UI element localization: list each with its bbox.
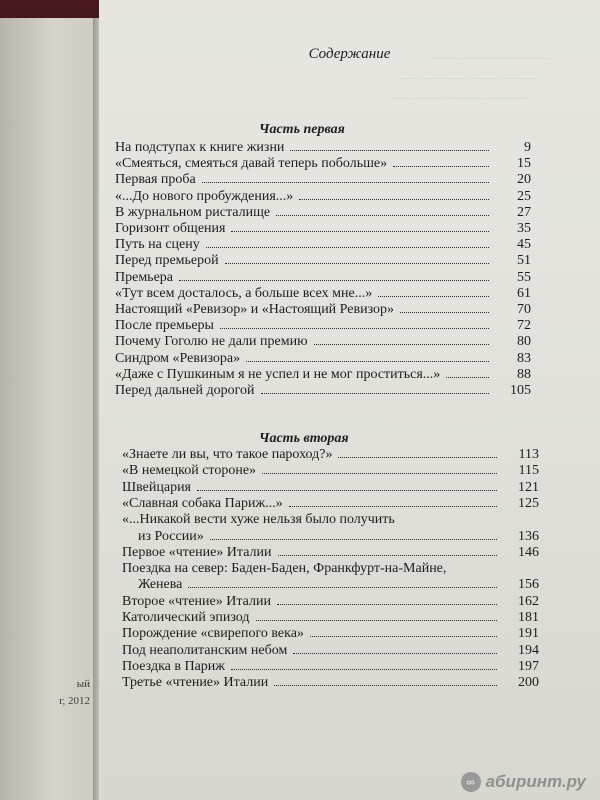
right-page: ———————— ——— ——— ——— ———— —— ———— ——— ——— —— Содержание Часть первая На подступах к книге жизни 9 «Смеяться, смеяться давай теперь побольше» 15 Первая проба 20 «...До нового пробуждения...» 25 В журнальном ристалище 27 Горизонт общения 35 Путь на сцену 45 Перед премьерой 51 Премьера 55 «Тут всем досталось, а больше всех мне...» 61 Настоящий «Ревизор» и «Настоящий Ревизор» 70 После премьеры 72 Почему Гоголю не дали премию 80 Синдром «Ревизора» 83 «Даже с Пушкиным я не успел и не мог проститься...» 88 Перед дальней дорогой 105 Часть вторая «Знаете ли вы, что такое пароход?» 113 «В немецкой стороне» 115 Швейцария 121 «Славная собака Париж...» 125 «...Никакой вести хуже нельзя было получить из России» 136 Первое «чтение» Италии 146 Поездка на север: Баден-Баден, Франкфурт-на-Майне, Женева 156 Второе «чтение» Италии 162 Католический эпизод 181 Порождение «свирепого века» 191 Под неаполитанским небом 194 Поездка в Париж 197 Третье «чтение» Италии 200 ∞ абиринт.ру xyxy=(99,0,600,800)
toc-leader-dots xyxy=(231,231,489,232)
toc-leader-dots xyxy=(293,653,497,654)
toc-entry-text: Первая проба xyxy=(115,172,196,188)
toc-page-number: 25 xyxy=(517,188,531,204)
toc-entry xyxy=(138,577,539,593)
toc-leader-dots xyxy=(314,344,489,345)
toc-page-number: 136 xyxy=(518,528,539,544)
toc-leader-dots xyxy=(179,280,489,281)
toc-entry-text: Горизонт общения xyxy=(115,221,226,236)
toc-page-number: 146 xyxy=(518,544,539,560)
toc-entry xyxy=(115,221,531,237)
left-page-fragment-2: г, 2012 xyxy=(59,695,90,707)
toc-leader-dots xyxy=(210,539,497,540)
toc-leader-dots xyxy=(378,296,489,297)
toc-leader-dots xyxy=(338,457,497,458)
toc-leader-dots xyxy=(261,393,489,394)
toc-page-number: 51 xyxy=(517,253,531,269)
toc-leader-dots xyxy=(310,636,497,637)
toc-leader-dots xyxy=(290,150,489,151)
toc-page-number: 35 xyxy=(517,221,531,236)
toc-entry xyxy=(115,172,531,188)
toc-page-number: 80 xyxy=(517,334,531,350)
toc-page-number: 115 xyxy=(518,463,539,479)
toc-entry xyxy=(115,383,531,399)
toc-leader-dots xyxy=(206,247,489,248)
toc-entry xyxy=(122,447,539,463)
toc-entry-text: Премьера xyxy=(115,269,173,285)
toc-entry-text: «...Никакой вести хуже нельзя было получить xyxy=(122,512,395,528)
toc-page-number: 88 xyxy=(517,366,531,382)
toc-page-number: 200 xyxy=(518,675,539,691)
toc-page-number: 45 xyxy=(517,237,531,253)
watermark xyxy=(461,772,586,792)
toc-entry xyxy=(115,237,531,253)
toc-page-number: 162 xyxy=(518,593,539,609)
toc-entry-text: Первое «чтение» Италии xyxy=(122,544,272,560)
toc-page-number: 197 xyxy=(518,658,539,674)
toc-leader-dots xyxy=(393,166,489,167)
toc-page-number: 194 xyxy=(518,642,539,658)
toc-entry xyxy=(115,367,531,383)
toc-page-number: 113 xyxy=(518,447,539,462)
toc-page-number: 15 xyxy=(517,156,531,172)
toc-entry-text: Путь на сцену xyxy=(115,237,200,253)
toc-entry-text: «...До нового пробуждения...» xyxy=(115,188,294,204)
toc-entry xyxy=(115,156,531,172)
part1-title: Часть первая xyxy=(259,122,345,137)
toc-entry-text: Поездка на север: Баден-Баден, Франкфурт-на-Майне, xyxy=(122,561,447,577)
toc-entry-text: Синдром «Ревизора» xyxy=(115,350,241,366)
toc-page-number: 72 xyxy=(517,318,531,334)
watermark-text: абиринт.ру xyxy=(485,772,586,791)
toc-entry xyxy=(115,302,531,318)
toc-entry-continuation: Женева xyxy=(138,577,183,593)
toc-entry xyxy=(115,318,531,334)
toc-entry-text: Католический эпизод xyxy=(122,610,250,625)
toc-page-number: 181 xyxy=(518,610,539,625)
toc-entry xyxy=(115,270,531,286)
toc-page-number: 55 xyxy=(517,269,531,285)
toc-page-number: 20 xyxy=(517,172,531,188)
toc-entry xyxy=(115,286,531,302)
toc-leader-dots xyxy=(197,490,497,491)
toc-page-number: 70 xyxy=(517,302,531,317)
toc-leader-dots xyxy=(299,199,489,200)
toc-entry-text: Третье «чтение» Италии xyxy=(122,675,269,691)
toc-leader-dots xyxy=(274,685,497,686)
left-page-fragment-1: ый xyxy=(76,678,90,690)
part2-title: Часть вторая xyxy=(259,431,349,446)
toc-entry-continuation: из России» xyxy=(138,528,204,544)
toc-page-number: 83 xyxy=(517,350,531,366)
toc-entry xyxy=(122,626,539,642)
toc-leader-dots xyxy=(278,555,497,556)
toc-leader-dots xyxy=(188,587,497,588)
toc-page-number: 156 xyxy=(518,577,539,593)
toc-entry xyxy=(122,463,539,479)
toc-entry xyxy=(138,529,539,545)
toc-leader-dots xyxy=(262,473,497,474)
toc-entry xyxy=(115,351,531,367)
toc-leader-dots xyxy=(400,312,489,313)
toc-entry-text: На подступах к книге жизни xyxy=(115,140,285,155)
toc-entry xyxy=(122,480,539,496)
toc-entry xyxy=(122,496,539,512)
toc-entry xyxy=(115,334,531,350)
toc-leader-dots xyxy=(231,669,497,670)
toc-page-number: 121 xyxy=(518,479,539,495)
toc-leader-dots xyxy=(225,263,489,264)
toc-entry xyxy=(122,675,539,691)
toc-entry-text: Под неаполитанским небом xyxy=(122,642,288,658)
toc-entry xyxy=(122,545,539,561)
toc-entry-text: «Знаете ли вы, что такое пароход?» xyxy=(122,447,333,462)
toc-entry xyxy=(122,594,539,610)
toc-page-number: 61 xyxy=(517,285,531,301)
toc-entry xyxy=(115,205,531,221)
toc-leader-dots xyxy=(446,377,489,378)
toc-leader-dots xyxy=(289,506,497,507)
toc-entry xyxy=(115,253,531,269)
toc-page-number: 125 xyxy=(518,495,539,511)
toc-heading: Содержание xyxy=(308,46,391,62)
toc-entry-text: «Даже с Пушкиным я не успел и не мог проститься...» xyxy=(115,366,441,382)
toc-leader-dots xyxy=(277,604,497,605)
toc-leader-dots xyxy=(246,361,489,362)
toc-entry xyxy=(115,140,531,156)
toc-entry-text: «Тут всем досталось, а больше всех мне...» xyxy=(115,285,373,301)
toc-entry-text: Швейцария xyxy=(122,479,191,495)
toc-entry-text: Порождение «свирепого века» xyxy=(122,626,304,642)
toc-leader-dots xyxy=(220,328,489,329)
toc-page-number: 27 xyxy=(517,204,531,220)
toc-page-number: 191 xyxy=(518,626,539,642)
toc-entry-text: Настоящий «Ревизор» и «Настоящий Ревизор» xyxy=(115,302,395,317)
toc-entry-text: После премьеры xyxy=(115,318,214,334)
toc-entry-text: Поездка в Париж xyxy=(122,658,225,674)
toc-entry-text: Перед дальней дорогой xyxy=(115,383,255,398)
toc-leader-dots xyxy=(202,182,489,183)
toc-entry xyxy=(122,610,539,626)
left-page xyxy=(0,18,96,800)
toc-page-number: 9 xyxy=(524,140,531,155)
toc-entry-text: В журнальном ристалище xyxy=(115,204,271,220)
toc-entry xyxy=(115,189,531,205)
toc-entry-text: «В немецкой стороне» xyxy=(122,463,257,479)
toc-entry-text: Второе «чтение» Италии xyxy=(122,593,271,609)
toc-leader-dots xyxy=(256,620,498,621)
toc-entry-text: «Смеяться, смеяться давай теперь побольше» xyxy=(115,156,388,172)
toc-page-number: 105 xyxy=(510,383,531,398)
toc-entry-text: Почему Гоголю не дали премию xyxy=(115,334,308,350)
toc-entry xyxy=(122,659,539,675)
toc-entry xyxy=(122,643,539,659)
toc-entry-text: Перед премьерой xyxy=(115,253,219,269)
toc-leader-dots xyxy=(276,215,489,216)
labyrinth-logo-icon: ∞ xyxy=(461,772,481,792)
toc-entry-text: «Славная собака Париж...» xyxy=(122,495,283,511)
